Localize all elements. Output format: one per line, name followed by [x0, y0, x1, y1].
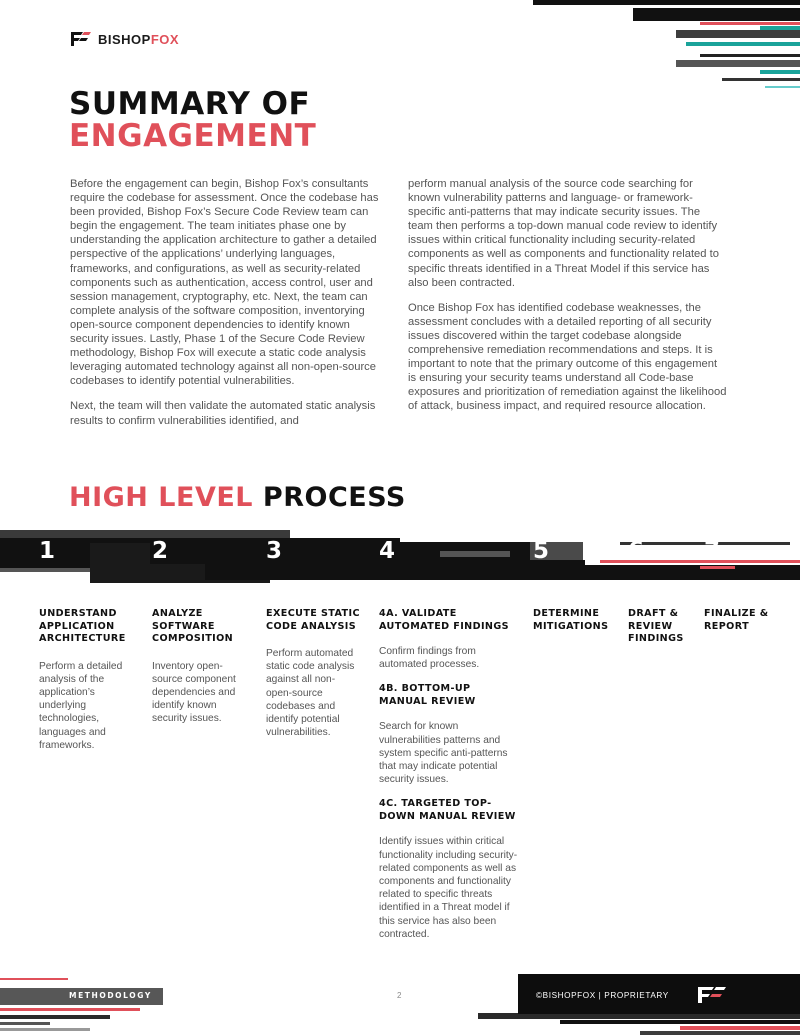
step-sub-description: Search for known vulnerabilities patterns and system specific anti-patterns that may indicate potential security issues. [379, 721, 508, 786]
page-number: 2 [397, 991, 402, 1000]
step-number: 4 [379, 538, 396, 564]
bishop-fox-mark-icon [70, 30, 92, 48]
summary-paragraph: Once Bishop Fox has identified codebase weaknesses, the assessment concludes with a detailed reporting of all security issues discovered within the target codebase alongside comprehensive remediation recommendations and steps. It is important to note that the primary outcome of this engagement is ensuring your security teams understand all Code-base exposures and prioritization of remediation against the likelihood of attack, business impact, and required resource allocation. [408, 301, 727, 413]
process-step-2 [152, 608, 247, 726]
step-title: DETERMINE MITIGATIONS [533, 608, 609, 632]
step-number: 3 [266, 538, 283, 564]
summary-paragraph: Before the engagement can begin, Bishop Fox’s consultants require the codebase for assessment. Once the codebase has been provided, Bishop Fox’s Secure Code Review team can begin the engagement. The team initiates phase one by understanding the application architecture to gather a detailed perspective of the applications’ underlying languages, frameworks, and configurations, as well as security-related components such as authentication, access control, user and session management, cryptography, etc. Next, the team can complete analysis of the software composition, inventorying open-source component dependencies to identify known security issues. Lastly, Phase 1 of the Secure Code Review methodology, Bishop Fox will execute a static code analysis leveraging automated technology against all non-open-source codebases to identify potential vulnerabilities. [70, 178, 379, 388]
process-title-highlight: HIGH LEVEL [69, 482, 253, 513]
process-step-7 [704, 608, 774, 633]
footer-brand-bar [518, 974, 800, 1014]
step-title: DRAFT & REVIEW FINDINGS [628, 608, 684, 644]
footer-copyright: ©BISHOPFOX | PROPRIETARY [536, 991, 669, 1000]
step-sub-title: 4B. BOTTOM-UP MANUAL REVIEW [379, 683, 476, 707]
bishop-fox-logo [70, 30, 179, 48]
step-number: 2 [152, 538, 169, 564]
summary-left-column [70, 177, 390, 439]
step-title: FINALIZE & REPORT [704, 608, 769, 632]
step-description: Inventory open-source component dependencies and identify known security issues. [152, 660, 236, 725]
step-title: ANALYZE SOFTWARE COMPOSITION [152, 608, 234, 644]
step-number: 1 [39, 538, 56, 564]
step-description: Confirm findings from automated processes. [379, 646, 480, 671]
process-step-1 [39, 608, 134, 752]
step-number: 7 [704, 538, 721, 564]
footer-section-label [0, 988, 163, 1005]
step-title: 4A. VALIDATE AUTOMATED FINDINGS [379, 608, 509, 632]
footer-section-text: METHODOLOGY [69, 991, 152, 1000]
step-description: Perform automated static code analysis against all non-open-source codebases and identify potential vulnerabilities. [266, 648, 355, 739]
brand-name: BISHOPFOX [98, 31, 180, 47]
process-title-rest: PROCESS [262, 482, 406, 513]
process-step-6 [628, 608, 693, 646]
summary-paragraph: perform manual analysis of the source code searching for known vulnerability patterns and language- or framework-specific anti-patterns that may indicate security issues. The team then performs a top-down manual code review to identify issues within critical functionality including security-related components as well as components and functionality related to specific threats identified in a Threat Model if this service has also been contracted. [408, 178, 719, 289]
step-sub-title: 4C. TARGETED TOP-DOWN MANUAL REVIEW [379, 798, 516, 822]
summary-title-line2: ENGAGEMENT [69, 118, 317, 154]
summary-heading [69, 88, 316, 152]
process-step-5 [533, 608, 618, 633]
summary-title-line1: SUMMARY OF [69, 86, 311, 122]
step-number: 6 [628, 538, 645, 564]
step-sub-description: Identify issues within critical functionality including security-related components as well as components and functionality related to specific threats identified in a Threat model if this service has also been contracted. [379, 836, 518, 940]
process-heading [69, 482, 406, 513]
step-title: EXECUTE STATIC CODE ANALYSIS [266, 608, 360, 632]
step-description: Perform a detailed analysis of the application’s underlying technologies, languages and frameworks. [39, 660, 123, 751]
process-step-3 [266, 608, 361, 739]
process-step-4 [379, 608, 519, 941]
summary-paragraph: Next, the team will then validate the automated static analysis results to confirm vulnerabilities identified, and [70, 400, 376, 427]
step-number: 5 [533, 538, 550, 564]
step-title: UNDERSTAND APPLICATION ARCHITECTURE [39, 608, 126, 644]
summary-right-column [408, 177, 728, 425]
bishop-fox-mark-icon [696, 985, 728, 1005]
